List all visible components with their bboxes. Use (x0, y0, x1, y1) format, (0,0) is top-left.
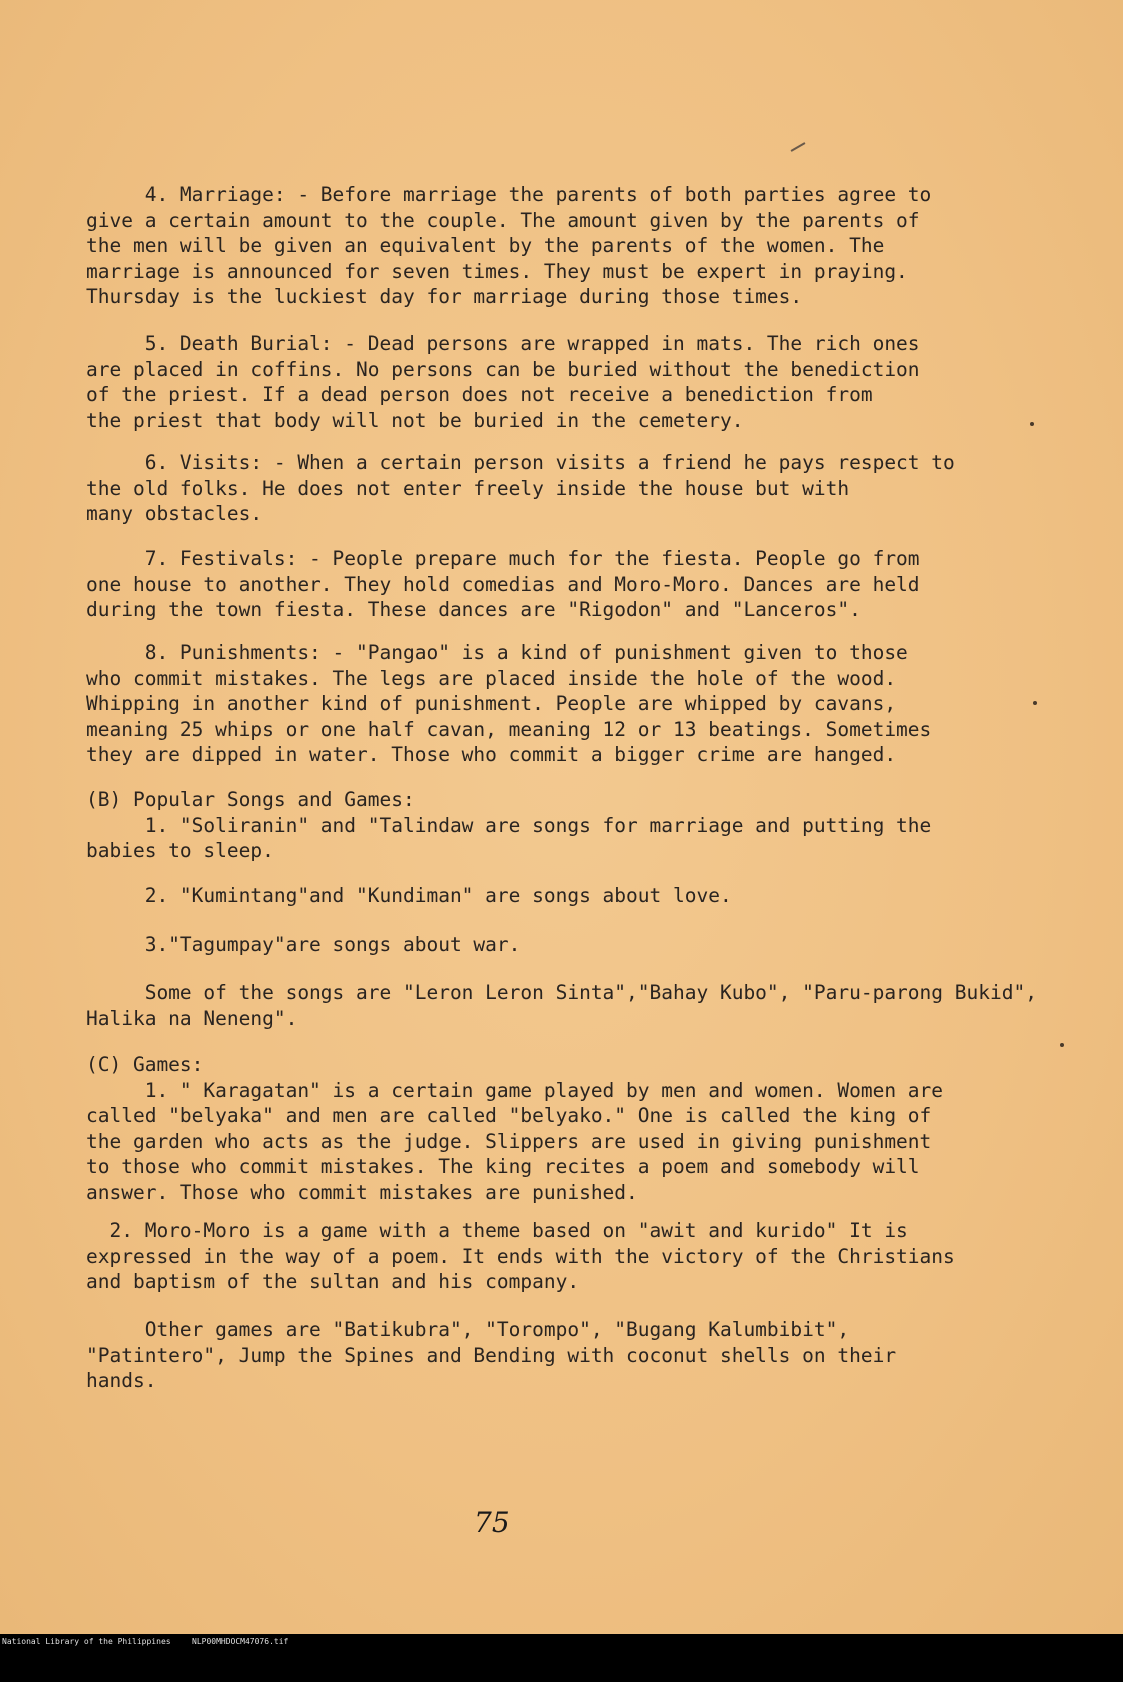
text-line: one house to another. They hold comedias and Moro-Moro. Dances are held (86, 572, 920, 596)
text-line: meaning 25 whips or one half cavan, meaning 12 or 13 beatings. Sometimes (86, 717, 932, 741)
text-line: babies to sleep. (86, 839, 274, 862)
text-line: 6. Visits: - When a certain person visits a friend he pays respect to (86, 451, 955, 474)
text-line: 4. Marriage: - Before marriage the parents of both parties agree to (86, 183, 932, 206)
paragraph-marriage (86, 182, 1086, 310)
text-line: expressed in the way of a poem. It ends with the victory of the Christians (86, 1244, 955, 1268)
text-line: many obstacles. (86, 502, 263, 525)
text-line: 8. Punishments: - "Pangao" is a kind of punishment given to those (86, 641, 908, 664)
text-line: 1. "Soliranin" and "Talindaw are songs for marriage and putting the (86, 813, 932, 837)
paragraph-games (86, 1052, 1086, 1205)
text-line: hands. (86, 1369, 157, 1392)
paragraph-songs-list (86, 980, 1086, 1031)
paragraph-other-games (86, 1317, 1086, 1394)
text-line: Halika na Neneng". (86, 1006, 298, 1030)
paragraph-songs-love (86, 883, 1086, 909)
ink-dot (1060, 1043, 1064, 1047)
text-line: called "belyaka" and men are called "belyako." One is called the king of (86, 1104, 932, 1127)
text-line: the garden who acts as the judge. Slippers are used in giving punishment (86, 1129, 932, 1153)
paragraph-songs-war (86, 932, 1086, 958)
paragraph-visits (86, 450, 1086, 527)
ink-mark (791, 142, 806, 152)
text-line: (C) Games: (86, 1053, 204, 1076)
text-line: Some of the songs are "Leron Leron Sinta","Bahay Kubo", "Paru-parong Bukid", (86, 981, 1037, 1004)
text-line: Other games are "Batikubra", "Torompo", "Bugang Kalumbibit", (86, 1318, 850, 1341)
text-line: who commit mistakes. The legs are placed inside the hole of the wood. (86, 666, 897, 690)
text-line: and baptism of the sultan and his company. (86, 1270, 580, 1293)
paragraph-moro-moro (86, 1218, 1086, 1295)
text-line: 1. " Karagatan" is a certain game played by men and women. Women are (86, 1078, 944, 1102)
text-line: the priest that body will not be buried in the cemetery. (86, 408, 744, 432)
text-line: marriage is announced for seven times. They must be expert in praying. (86, 259, 908, 283)
text-line: (B) Popular Songs and Games: (86, 788, 415, 811)
text-line: during the town fiesta. These dances are "Rigodon" and "Lanceros". (86, 598, 861, 621)
text-line: answer. Those who commit mistakes are punished. (86, 1180, 638, 1204)
text-line: are placed in coffins. No persons can be buried without the benediction (86, 357, 920, 381)
page-number: 75 (474, 1506, 510, 1539)
text-line: the old folks. He does not enter freely inside the house but with (86, 476, 850, 500)
scan-footer (0, 1634, 1123, 1650)
footer-source-label: National Library of the Philippines (2, 1637, 171, 1646)
paragraph-festivals (86, 546, 1086, 623)
text-line: Thursday is the luckiest day for marriage during those times. (86, 285, 803, 308)
text-line: "Patintero", Jump the Spines and Bending with coconut shells on their (86, 1343, 897, 1367)
text-line: 5. Death Burial: - Dead persons are wrapped in mats. The rich ones (86, 332, 920, 355)
text-line: 2. "Kumintang"and "Kundiman" are songs about love. (86, 884, 732, 907)
text-line: of the priest. If a dead person does not receive a benediction from (86, 383, 873, 406)
text-line: to those who commit mistakes. The king recites a poem and somebody will (86, 1155, 920, 1178)
paragraph-punishments (86, 640, 1086, 768)
text-line: 2. Moro-Moro is a game with a theme based on "awit and kurido" It is (86, 1219, 908, 1242)
text-line: they are dipped in water. Those who commit a bigger crime are hanged. (86, 743, 897, 766)
text-line: give a certain amount to the couple. The amount given by the parents of (86, 208, 920, 232)
paragraph-popular-songs (86, 787, 1086, 864)
text-line: the men will be given an equivalent by the parents of the women. The (86, 234, 885, 257)
text-line: 7. Festivals: - People prepare much for the fiesta. People go from (86, 547, 920, 570)
text-line: 3."Tagumpay"are songs about war. (86, 933, 521, 956)
text-line: Whipping in another kind of punishment. People are whipped by cavans, (86, 692, 897, 715)
paragraph-death-burial (86, 331, 1086, 433)
footer-file-name: NLP00MHDOCM47076.tif (192, 1637, 289, 1646)
